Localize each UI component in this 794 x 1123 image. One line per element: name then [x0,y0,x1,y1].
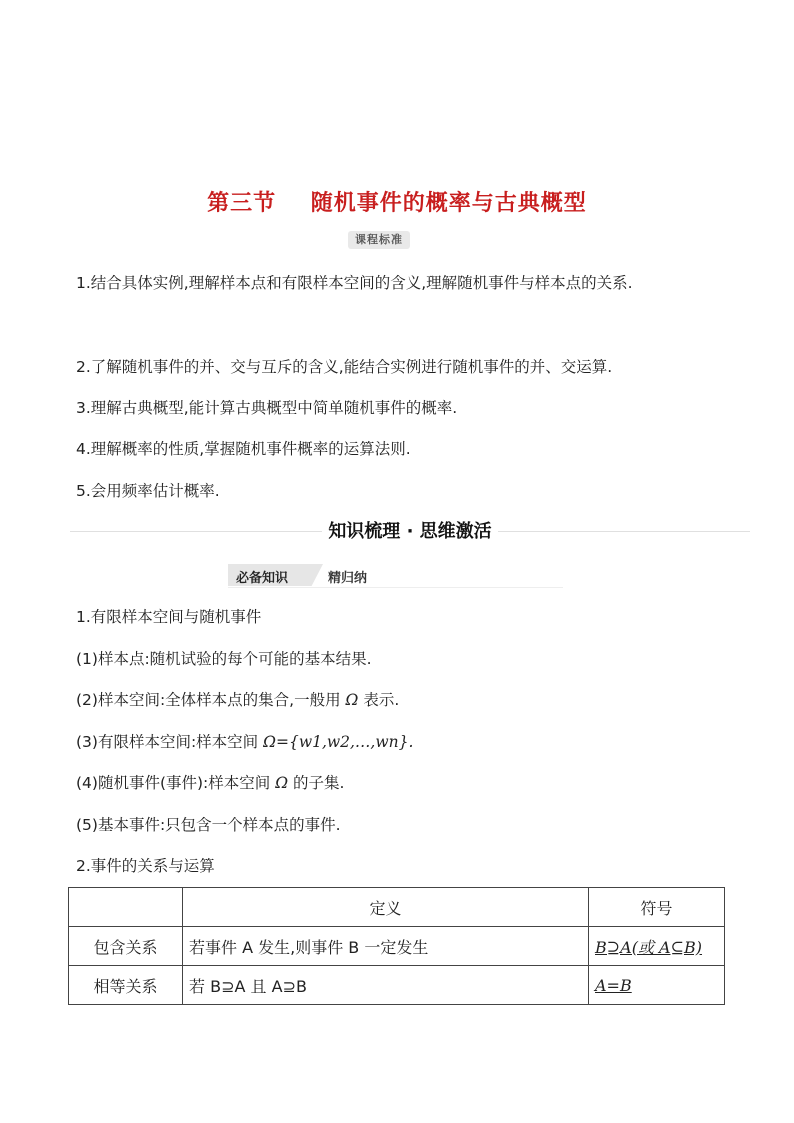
omega-symbol: Ω [345,691,359,709]
relation-definition: 若 B⊇A 且 A⊇B [183,966,589,1005]
relation-name: 包含关系 [69,927,183,966]
banner-title: 知识梳理 · 思维激活 [322,521,497,542]
relation-name: 相等关系 [69,966,183,1005]
section2-heading: 2.事件的关系与运算 [76,857,215,875]
section1-item-5 [76,814,726,836]
section1-heading: 1.有限样本空间与随机事件 [76,608,262,626]
section-banner [70,520,750,544]
sample-space-formula: ={w1,w2,…,wn}. [275,733,414,751]
table-header-row [69,888,725,927]
section1-item-3 [76,731,726,753]
standard-item-2: 2.了解随机事件的并、交与互斥的含义,能结合实例进行随机事件的并、交运算. [76,358,613,376]
item-text: (5)基本事件:只包含一个样本点的事件. [76,816,341,834]
knowledge-tag [228,564,568,588]
standard-item-5: 5.会用频率估计概率. [76,482,220,500]
relation-symbol: B⊇A(或 A⊆B) [595,937,703,957]
event-relation-table [68,887,725,1005]
standard-item-1: 1.结合具体实例,理解样本点和有限样本空间的含义,理解随机事件与样本点的关系. [76,274,633,292]
header-cell-symbol: 符号 [589,888,725,927]
tag-left-label: 必备知识 [236,571,289,586]
item-text-after: 的子集. [288,774,345,792]
omega-symbol: Ω [275,774,289,792]
item-text: (1)样本点:随机试验的每个可能的基本结果. [76,650,372,668]
standard-item-3: 3.理解古典概型,能计算古典概型中简单随机事件的概率. [76,399,458,417]
page-title: 第三节 随机事件的概率与古典概型 [207,191,587,216]
section1-item-4 [76,772,726,794]
header-cell-empty [69,888,183,927]
table-row [69,966,725,1005]
table-row [69,927,725,966]
section1-item-2 [76,689,726,711]
relation-definition: 若事件 A 发生,则事件 B 一定发生 [183,927,589,966]
section1-item-1 [76,648,726,670]
standard-item-4: 4.理解概率的性质,掌握随机事件概率的运算法则. [76,440,411,458]
omega-symbol: Ω [263,733,276,751]
header-cell-definition: 定义 [183,888,589,927]
tag-underline [228,587,563,588]
item-text: (2)样本空间:全体样本点的集合,一般用 [76,691,346,709]
item-text: (3)有限样本空间:样本空间 [76,733,264,751]
item-text: (4)随机事件(事件):样本空间 [76,774,276,792]
course-standard-badge: 课程标准 [348,231,410,249]
tag-right-label: 精归纳 [328,571,368,586]
relation-symbol: A=B [595,975,632,995]
item-text-after: 表示. [358,691,400,709]
